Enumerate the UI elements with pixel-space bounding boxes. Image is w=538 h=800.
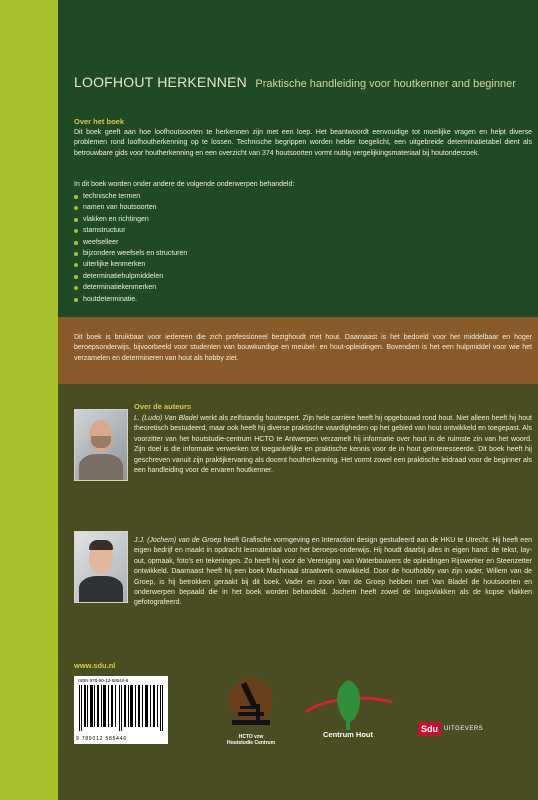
list-item: namen van houtsoorten (74, 202, 187, 213)
book-title (74, 74, 534, 92)
author2-bio-block (134, 536, 532, 609)
list-item: weefselleer (74, 237, 187, 248)
centrum-hout-text: Centrum Hout (323, 730, 373, 739)
list-item: bijzondere weefsels en structuren (74, 248, 187, 259)
author1-bio-top (134, 414, 532, 476)
isbn-barcode (74, 676, 168, 744)
list-item: determinatiehulpmiddelen (74, 271, 187, 282)
centrum-hout-logo (300, 672, 396, 752)
list-item: stamstructuur (74, 225, 187, 236)
list-item: uiterlijke kenmerken (74, 259, 187, 270)
sdu-logo-mark: Sdu (418, 722, 441, 736)
about-authors-heading: Over de auteurs (134, 402, 192, 411)
title-subtitle: Praktische handleiding voor houtkenner and beginner (255, 78, 516, 90)
barcode-icon (78, 685, 164, 731)
website-link[interactable]: www.sdu.nl (74, 661, 116, 670)
author2-name: J.J. (Jochem) van de Groep (134, 537, 222, 544)
author1-photo (74, 409, 128, 481)
author1-name: L. (Ludo) Van Bladel (134, 415, 199, 422)
hcto-logo (218, 676, 284, 748)
isbn-text: ISBN 978-90-12-58544-6 (78, 678, 129, 683)
author2-bio: heeft Grafische vormgeving en Interaction design gestudeerd aan de HKU te Utrecht. Hij heeft een eigen bedrijf en maakt in opdracht lesmateriaal voor het beroeps-onderwijs. Hij houdt daarbij alles in eigen hand: de tekst, lay-out, opmaak, foto's en tekeningen. Zo heeft hij voor de Vereniging van Waterbouwers de opleidingen Rijswerker en Steenzetter ontwikkeld. Daarnaast heeft hij een boek Machinaal straatwerk ontwikkeld. Door de houthobby van zijn vader, Willem van de Groep, is hij betrokken geraakt bij dit boek. Vader en zoon Van de Groep hebben met Van Bladel de houtsoorten en onderwerpen bepaald die in het boek worden behandeld. Jochem heeft zowel de langsvlakken als de kopse vlakken gefotografeerd. (134, 537, 532, 607)
topics-list (74, 191, 187, 305)
audience-text: Dit boek is bruikbaar voor iedereen die zich professioneel bezighoudt met hout. Daarnaast is het bedoeld voor het middelbaar en hoger beroepsonderwijs, bijvoorbeeld voor studenten van bouwkundige en meubel- en hout-opleidingen. Bovendien is het een hulpmiddel voor wie het verzamelen en determineren van hout als hobby ziet. (74, 334, 532, 362)
barcode-digits: 9 789012 585446 (76, 736, 127, 742)
about-book-list-intro: In dit boek worden onder andere de volgende onderwerpen behandeld: (74, 181, 295, 188)
list-item: houtdeterminatie. (74, 294, 187, 305)
microscope-icon (218, 676, 284, 734)
lime-side-strip (0, 0, 58, 800)
list-item: determinatiekenmerken (74, 282, 187, 293)
about-book-heading: Over het boek (74, 117, 125, 126)
list-item: vlakken en richtingen (74, 214, 187, 225)
author2-photo (74, 531, 128, 603)
about-book-intro: Dit boek geeft aan hoe loofhoutsoorten te herkennen zijn met een loep. Het beantwoordt eenvoudige tot moeilijke vragen en helpt diverse problemen rond loofhoutherkenning op te lossen. Technische begrippen worden helder toegelicht, een uitgebreide determinatietabel dient als betrouwbare gids voor houtherkenning en een overzicht van 374 houtsoorten vormt nuttig vergelijkingsmateriaal bij houtonderzoek. (74, 129, 532, 157)
sdu-logo (418, 722, 483, 736)
list-item: technische termen (74, 191, 187, 202)
tree-icon (300, 672, 396, 730)
hcto-logo-text: HCTO vzw Houtstudie Centrum (226, 734, 276, 746)
sdu-logo-suffix: UITGEVERS (444, 726, 484, 732)
title-main: LOOFHOUT HERKENNEN (74, 74, 247, 90)
author1-bio: werkt als zelfstandig houtexpert. Zijn hele carrière heeft hij opgebouwd rond hout. Niet alleen heeft hij hout theoretisch bestudeerd, maar ook heeft hij diverse praktische vaardigheden op het gebied van hout ontwikkeld en toegepast. Als voorzitter van het houtstudie-centrum HCTO te Antwerpen verzamelt hij informatie over hout in de ruimste zin van het woord. Zijn doel is die informatie verwerken tot toegankelijke en praktische kennis voor de in hout geïnteresseerde. Dit boek heeft hij geschreven vanuit zijn praktijkervaring als docent houtherkenning. Het vormt zowel een praktische leidraad voor de beginner als een handleiding voor de ervaren houtkenner. (134, 415, 532, 475)
